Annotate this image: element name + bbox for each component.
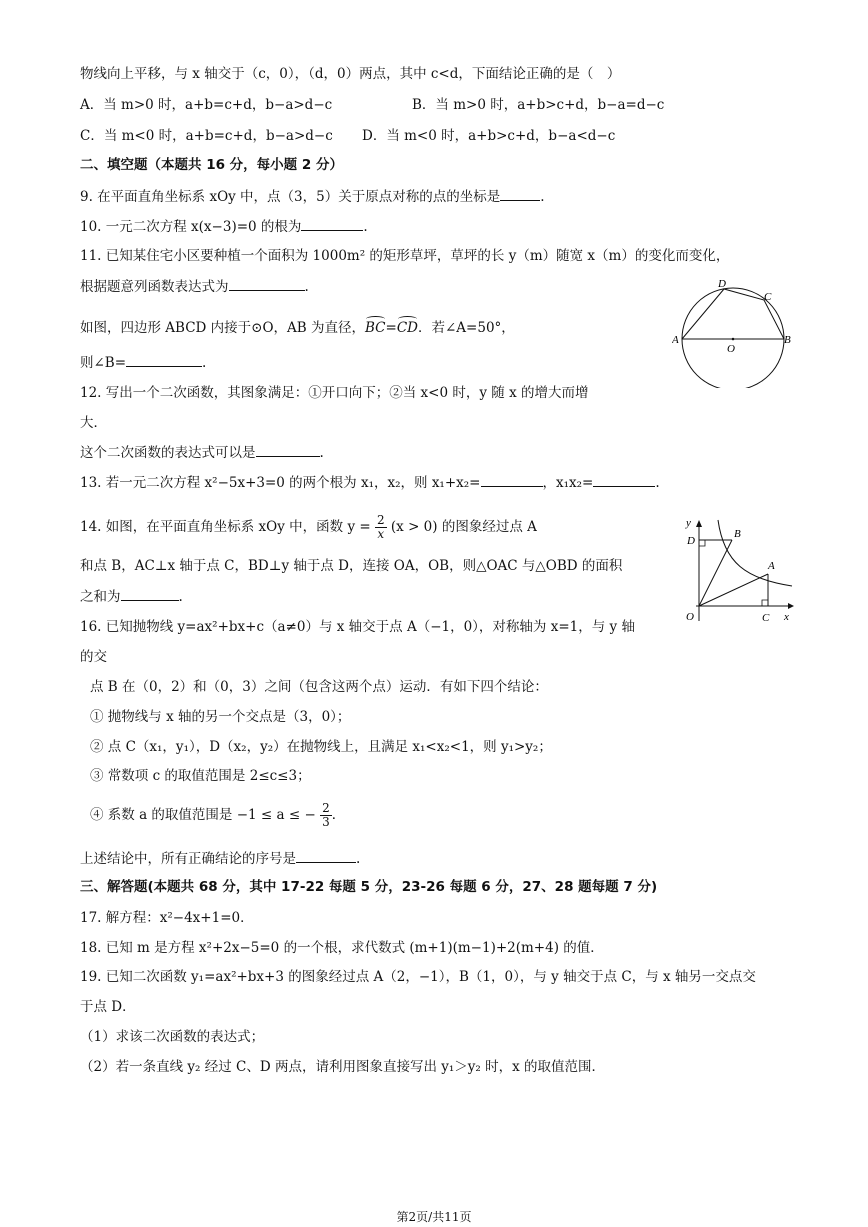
- x-axis-arrow: [788, 603, 794, 609]
- q11-answer-blank[interactable]: [229, 276, 305, 291]
- q16-conclusion-2: ② 点 C（x₁，y₁），D（x₂，y₂）在抛物线上，且满足 x₁<x₂<1，则 y₁>y₂；: [90, 739, 552, 755]
- q16-conclusion-3: ③ 常数项 c 的取值范围是 2≤c≤3；: [90, 768, 311, 784]
- q18: 18. 已知 m 是方程 x²+2x−5=0 的一个根，求代数式 (m+1)(m−1)+2(m+4) 的值．: [80, 940, 604, 956]
- section-3-heading: 三、解答题(本题共 68 分，其中 17-22 每题 5 分，23-26 每题 6 分，27、28 题每题 7 分): [80, 879, 658, 895]
- q12-line3: 这个二次函数的表达式可以是 .: [80, 442, 324, 463]
- q8-option-d: D．当 m<0 时，a+b>c+d，b−a<d−c: [362, 128, 616, 144]
- q14-fraction: [375, 514, 387, 541]
- q13-product-blank[interactable]: [593, 472, 655, 487]
- hyperbola-curve: [718, 520, 792, 586]
- label-o: O: [686, 611, 694, 623]
- q11-line1: 11. 已知某住宅小区要种植一个面积为 1000m² 的矩形草坪，草坪的长 y（m）随宽 x（m）的变化而变化，: [80, 248, 730, 264]
- q17: 17. 解方程：x²−4x+1=0．: [80, 910, 254, 926]
- q11-text: 根据题意列函数表达式为: [80, 279, 229, 295]
- label-a: A: [672, 334, 679, 346]
- q14-frac-den: x: [377, 527, 385, 541]
- label-o: O: [727, 343, 735, 355]
- q19-line1: 19. 已知二次函数 y₁=ax²+bx+3 的图象经过点 A（2，−1），B（1，0），与 y 轴交于点 C，与 x 轴另一交点交: [80, 969, 756, 985]
- q9: 9. 在平面直角坐标系 xOy 中，点（3，5）关于原点对称的点的坐标是 .: [80, 186, 545, 207]
- right-angle-d: [699, 540, 705, 546]
- q10-answer-blank[interactable]: [301, 216, 363, 231]
- q16-conclusion-4: [90, 800, 345, 830]
- page-footer: 第2页/共11页: [396, 1210, 472, 1224]
- q8-option-b: B．当 m>0 时，a+b>c+d，b−a=d−c: [412, 97, 665, 113]
- q16-c4-den: 3: [322, 815, 330, 829]
- q10: 10. 一元二次方程 x(x−3)=0 的根为 .: [80, 216, 368, 237]
- q14-frac-num: 2: [376, 513, 385, 527]
- y-axis-arrow: [696, 520, 702, 527]
- label-a: A: [768, 560, 775, 572]
- label-b: B: [784, 334, 791, 346]
- q16-c4-num: 2: [322, 801, 330, 815]
- center-point: [732, 338, 735, 341]
- q-circle-text: 如图，四边形 ABCD 内接于⊙O，AB 为直径，: [80, 320, 365, 336]
- label-x: x: [784, 611, 789, 623]
- q-circle-answer-blank[interactable]: [126, 352, 202, 367]
- q16-line1: 16. 已知抛物线 y=ax²+bx+c（a≠0）与 x 轴交于点 A（−1，0），对称轴为 x=1，与 y 轴: [80, 619, 635, 635]
- q14-post: (x > 0) 的图象经过点 A: [390, 519, 537, 535]
- q12-line2: 大．: [80, 415, 107, 431]
- q19-line2: 于点 D．: [80, 999, 136, 1015]
- label-c: C: [762, 612, 770, 624]
- arc-bc: BC: [365, 320, 386, 336]
- coordinate-figure: [676, 513, 796, 627]
- q19-part1: （1）求该二次函数的表达式；: [80, 1029, 265, 1045]
- segment-ob: [699, 540, 732, 606]
- q-circle-text-b: ．若∠A=50°，: [417, 320, 515, 336]
- label-b: B: [734, 528, 741, 540]
- label-d: D: [687, 535, 695, 547]
- q8-option-c: C．当 m<0 时，a+b=c+d，b−a>d−c: [80, 128, 333, 144]
- q16-c4-post: ．: [331, 807, 346, 823]
- label-c: C: [764, 291, 772, 303]
- q-circle-line2: 则∠B= .: [80, 352, 206, 373]
- q14-line3: 之和为 .: [80, 586, 183, 607]
- q16-c4-fraction: [320, 802, 332, 829]
- q9-text: 9. 在平面直角坐标系 xOy 中，点（3，5）关于原点对称的点的坐标是: [80, 189, 501, 205]
- q13-text: 13. 若一元二次方程 x²−5x+3=0 的两个根为 x₁，x₂，则 x₁+x₂=: [80, 475, 481, 491]
- section-2-heading: 二、填空题（本题共 16 分，每小题 2 分）: [80, 157, 343, 173]
- q16-line2: 的交: [80, 649, 107, 665]
- circle-figure: [672, 276, 796, 388]
- right-angle-c: [762, 600, 768, 606]
- q12-text: 这个二次函数的表达式可以是: [80, 445, 256, 461]
- q12-line1: 12. 写出一个二次函数，其图象满足：①开口向下；②当 x<0 时，y 随 x 的增大而增: [80, 385, 589, 401]
- q14-line1: [80, 512, 537, 542]
- q16-line3: 点 B 在（0，2）和（0，3）之间（包含这两个点）运动．有如下四个结论：: [90, 679, 548, 695]
- q14-text: 之和为: [80, 589, 121, 605]
- q14-pre: 14. 如图，在平面直角坐标系 xOy 中，函数 y =: [80, 519, 371, 535]
- q8-option-a: A．当 m>0 时，a+b=c+d，b−a>d−c: [80, 97, 333, 113]
- q16-c4-pre: ④ 系数 a 的取值范围是 −1 ≤ a ≤ −: [90, 807, 316, 823]
- q16-conclusion-1: ① 抛物线与 x 轴的另一个交点是（3，0）；: [90, 709, 351, 725]
- label-d: D: [718, 278, 726, 290]
- q11-line2: 根据题意列函数表达式为 .: [80, 276, 309, 297]
- label-y: y: [686, 517, 691, 529]
- q-circle-ask: 则∠B=: [80, 355, 127, 371]
- q13-sum-blank[interactable]: [481, 472, 543, 487]
- arc-equals: =: [385, 320, 397, 336]
- segment-oa: [699, 574, 768, 606]
- q8-continuation: 物线向上平移，与 x 轴交于（c，0），（d，0）两点，其中 c<d，下面结论正确的是（ ）: [80, 66, 621, 82]
- q16-ask: 上述结论中，所有正确结论的序号是 .: [80, 848, 360, 869]
- q13-mid: ，x₁x₂=: [542, 475, 594, 491]
- q10-text: 10. 一元二次方程 x(x−3)=0 的根为: [80, 219, 302, 235]
- q12-answer-blank[interactable]: [256, 442, 320, 457]
- q-circle-line1: [80, 318, 515, 338]
- arc-cd: CD: [396, 320, 418, 336]
- q14-answer-blank[interactable]: [121, 586, 179, 601]
- q14-line2: 和点 B，AC⊥x 轴于点 C，BD⊥y 轴于点 D，连接 OA，OB，则△OAC 与△OBD 的面积: [80, 558, 623, 574]
- q9-answer-blank[interactable]: [500, 186, 540, 201]
- q16-ask-text: 上述结论中，所有正确结论的序号是: [80, 851, 296, 867]
- q16-answer-blank[interactable]: [296, 848, 356, 863]
- q13: 13. 若一元二次方程 x²−5x+3=0 的两个根为 x₁，x₂，则 x₁+x₂= ，x₁x₂= .: [80, 472, 660, 493]
- q19-part2: （2）若一条直线 y₂ 经过 C、D 两点，请利用图象直接写出 y₁＞y₂ 时，x 的取值范围．: [80, 1059, 606, 1075]
